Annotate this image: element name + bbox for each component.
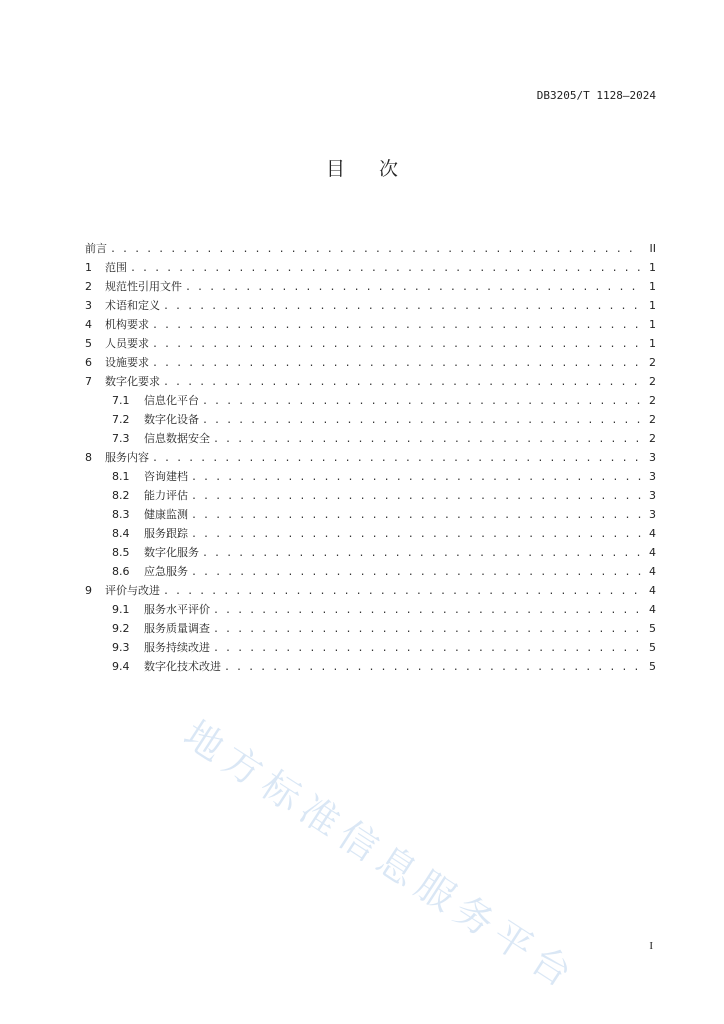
- footer-page-number: I: [649, 940, 653, 952]
- title-char-1: 目: [325, 158, 345, 180]
- watermark: 地方标准信息服务平台: [176, 711, 586, 1000]
- toc-entry-number: 6: [85, 356, 92, 369]
- toc-entry[interactable]: [85, 297, 656, 316]
- toc-entry-label: 服务跟踪: [144, 527, 188, 540]
- toc-entry-number: 8: [85, 451, 92, 464]
- toc-entry-number: 2: [85, 280, 92, 293]
- toc-entry-number: 8.5: [112, 546, 130, 559]
- toc-entry-label: 评价与改进: [105, 584, 160, 597]
- toc-entry[interactable]: [85, 449, 656, 468]
- toc-entry-number: 7.1: [112, 394, 130, 407]
- toc-entry[interactable]: [85, 544, 656, 563]
- toc-dot-leader: [213, 624, 641, 635]
- toc-dot-leader: [163, 301, 641, 312]
- toc-entry-page: 3: [649, 451, 656, 464]
- toc-entry[interactable]: [85, 278, 656, 297]
- toc-entry-page: 4: [649, 546, 656, 559]
- toc-entry-label: 能力评估: [144, 489, 188, 502]
- toc-entry[interactable]: [85, 506, 656, 525]
- toc-entry[interactable]: [85, 392, 656, 411]
- toc-entry-label: 服务质量调查: [144, 622, 210, 635]
- toc-entry-number: 9.4: [112, 660, 130, 673]
- toc-dot-leader: [191, 567, 641, 578]
- toc-dot-leader: [213, 605, 641, 616]
- toc-entry-label: 健康监测: [144, 508, 188, 521]
- toc-entry-label: 设施要求: [105, 356, 149, 369]
- table-of-contents: [85, 240, 656, 677]
- toc-entry[interactable]: [85, 639, 656, 658]
- toc-dot-leader: [130, 263, 641, 274]
- toc-dot-leader: [202, 548, 641, 559]
- toc-entry-label: 术语和定义: [105, 299, 160, 312]
- toc-entry-number: 9.1: [112, 603, 130, 616]
- toc-entry-page: 2: [649, 394, 656, 407]
- toc-entry-page: 1: [649, 261, 656, 274]
- toc-entry[interactable]: [85, 658, 656, 677]
- toc-entry[interactable]: [85, 430, 656, 449]
- toc-entry[interactable]: [85, 335, 656, 354]
- toc-dot-leader: [191, 529, 641, 540]
- toc-dot-leader: [191, 472, 641, 483]
- toc-entry-label: 信息化平台: [144, 394, 199, 407]
- toc-entry-label: 范围: [105, 261, 127, 274]
- toc-entry-page: 4: [649, 565, 656, 578]
- toc-entry-page: 5: [649, 660, 656, 673]
- toc-dot-leader: [191, 510, 641, 521]
- toc-dot-leader: [202, 415, 641, 426]
- toc-entry-number: 7.2: [112, 413, 130, 426]
- standard-code: DB3205/T 1128—2024: [536, 89, 656, 102]
- toc-dot-leader: [213, 434, 641, 445]
- toc-entry-page: 3: [649, 508, 656, 521]
- toc-entry[interactable]: [85, 316, 656, 335]
- toc-entry-label: 应急服务: [144, 565, 188, 578]
- toc-entry-label: 前言: [85, 242, 107, 255]
- toc-entry-number: 7.3: [112, 432, 130, 445]
- toc-entry-number: 8.4: [112, 527, 130, 540]
- toc-entry[interactable]: [85, 487, 656, 506]
- toc-entry-label: 服务内容: [105, 451, 149, 464]
- toc-entry[interactable]: [85, 240, 656, 259]
- toc-entry-label: 数字化技术改进: [144, 660, 221, 673]
- toc-entry-label: 规范性引用文件: [105, 280, 182, 293]
- toc-entry-page: 1: [649, 280, 656, 293]
- toc-entry-page: 5: [649, 622, 656, 635]
- toc-entry-page: II: [649, 242, 656, 255]
- toc-dot-leader: [163, 586, 641, 597]
- toc-entry-number: 9.3: [112, 641, 130, 654]
- toc-entry-label: 咨询建档: [144, 470, 188, 483]
- toc-entry-page: 3: [649, 470, 656, 483]
- toc-dot-leader: [224, 662, 641, 673]
- toc-entry-page: 1: [649, 337, 656, 350]
- toc-entry-number: 5: [85, 337, 92, 350]
- toc-entry-number: 8.1: [112, 470, 130, 483]
- toc-entry-number: 3: [85, 299, 92, 312]
- toc-entry-page: 1: [649, 318, 656, 331]
- toc-entry[interactable]: [85, 411, 656, 430]
- toc-entry-label: 信息数据安全: [144, 432, 210, 445]
- toc-dot-leader: [202, 396, 641, 407]
- toc-entry-number: 9: [85, 584, 92, 597]
- toc-entry[interactable]: [85, 582, 656, 601]
- toc-entry[interactable]: [85, 601, 656, 620]
- toc-entry-page: 2: [649, 432, 656, 445]
- toc-entry-page: 4: [649, 603, 656, 616]
- toc-entry-label: 服务水平评价: [144, 603, 210, 616]
- toc-entry-label: 服务持续改进: [144, 641, 210, 654]
- toc-dot-leader: [110, 244, 641, 255]
- toc-entry[interactable]: [85, 620, 656, 639]
- toc-entry[interactable]: [85, 525, 656, 544]
- toc-entry[interactable]: [85, 563, 656, 582]
- toc-entry-number: 8.2: [112, 489, 130, 502]
- toc-entry[interactable]: [85, 354, 656, 373]
- toc-entry-label: 数字化设备: [144, 413, 199, 426]
- toc-entry[interactable]: [85, 259, 656, 278]
- toc-dot-leader: [152, 339, 641, 350]
- toc-entry-label: 数字化要求: [105, 375, 160, 388]
- toc-entry-page: 4: [649, 527, 656, 540]
- toc-entry-page: 1: [649, 299, 656, 312]
- toc-entry-page: 3: [649, 489, 656, 502]
- toc-entry-page: 2: [649, 375, 656, 388]
- toc-dot-leader: [152, 320, 641, 331]
- toc-entry-label: 机构要求: [105, 318, 149, 331]
- toc-entry-number: 8.3: [112, 508, 130, 521]
- toc-dot-leader: [213, 643, 641, 654]
- toc-entry-number: 8.6: [112, 565, 130, 578]
- toc-entry-page: 5: [649, 641, 656, 654]
- toc-entry-label: 人员要求: [105, 337, 149, 350]
- toc-entry-page: 4: [649, 584, 656, 597]
- toc-entry-page: 2: [649, 413, 656, 426]
- toc-entry-label: 数字化服务: [144, 546, 199, 559]
- toc-dot-leader: [163, 377, 641, 388]
- toc-entry-number: 4: [85, 318, 92, 331]
- toc-dot-leader: [152, 358, 641, 369]
- toc-entry[interactable]: [85, 373, 656, 392]
- toc-entry-number: 7: [85, 375, 92, 388]
- page-title: [0, 154, 724, 181]
- toc-dot-leader: [152, 453, 641, 464]
- title-char-2: 次: [379, 158, 399, 180]
- toc-entry-number: 9.2: [112, 622, 130, 635]
- toc-dot-leader: [191, 491, 641, 502]
- toc-entry-number: 1: [85, 261, 92, 274]
- toc-dot-leader: [185, 282, 641, 293]
- toc-entry[interactable]: [85, 468, 656, 487]
- toc-entry-page: 2: [649, 356, 656, 369]
